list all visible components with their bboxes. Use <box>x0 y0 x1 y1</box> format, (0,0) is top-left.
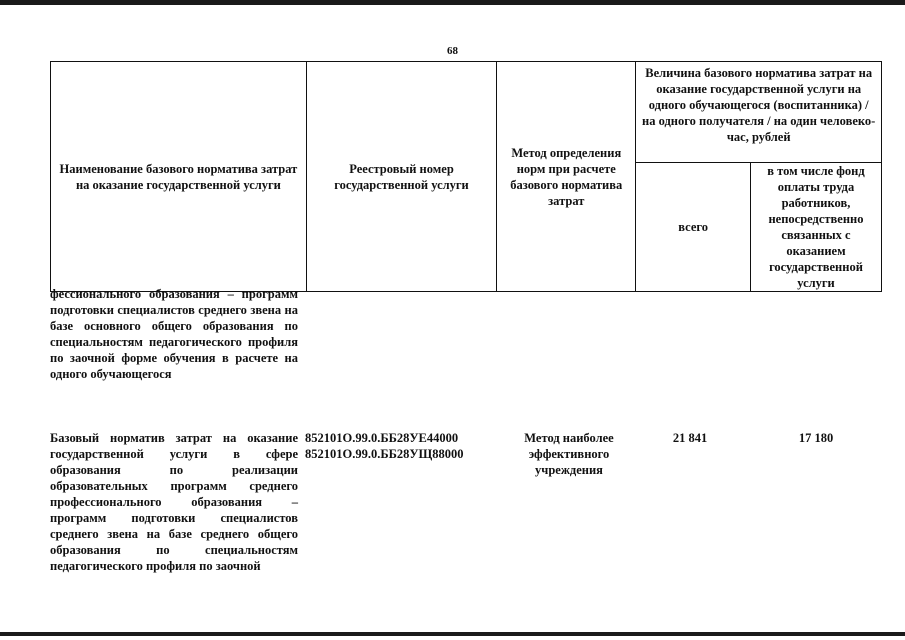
page-number: 68 <box>447 45 458 57</box>
table-header <box>50 61 882 292</box>
row-2-registry <box>305 430 505 462</box>
header-col-payroll: в том числе фонд оплаты труда работников, непосредственно связанных с оказанием государственной услуги <box>750 163 881 292</box>
row-2-method: Метод наиболее эффективного учреждения <box>524 431 614 477</box>
top-border-bar <box>0 0 905 5</box>
header-col-group: Величина базового норматива затрат на оказание государственной услуги на одного обучающегося (воспитанника) / на одного получателя / на один человеко-час, рублей <box>636 62 882 163</box>
row-2-registry-number-1: 852101О.99.0.ББ28УЕ44000 <box>305 431 459 445</box>
row-2-name: Базовый норматив затрат на оказание государственной услуги в сфере образования по реализации образовательных программ среднего профессионального образования – программ подготовки специалистов среднего звена на базе среднего общего образования по специальностям педагогического профиля по заочной <box>50 431 298 573</box>
row-2-payroll: 17 180 <box>798 431 834 445</box>
header-col-name: Наименование базового норматива затрат на оказание государственной услуги <box>51 62 307 292</box>
row-1-name: фессионального образования – программ подготовки специалистов среднего звена на базе основного общего образования по специальностям педагогического профиля по заочной форме обучения в расчете на одного обучающегося <box>50 287 298 381</box>
bottom-border-bar <box>0 632 905 636</box>
header-col-method: Метод определения норм при расчете базового норматива затрат <box>497 62 636 292</box>
header-col-registry: Реестровый номер государственной услуги <box>306 62 496 292</box>
row-2-registry-number-2: 852101О.99.0.ББ28УЩ88000 <box>305 447 464 461</box>
row-2-total: 21 841 <box>672 431 708 445</box>
header-col-total: всего <box>636 163 751 292</box>
